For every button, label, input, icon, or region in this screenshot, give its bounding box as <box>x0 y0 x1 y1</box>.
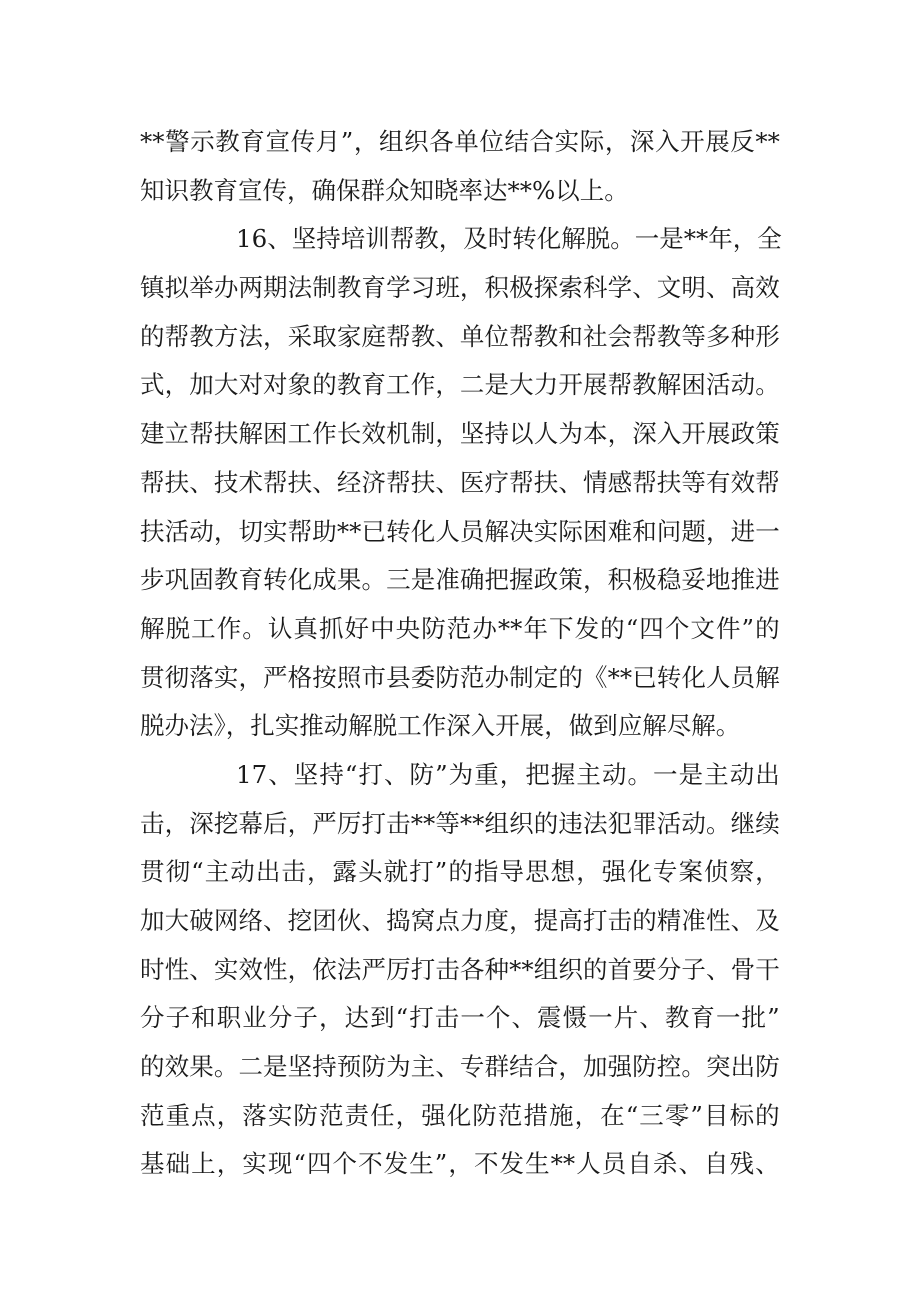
text-line: 帮 扶 、 技 术 帮 扶 、 经 济 帮 扶 、 医 疗 帮 扶 、 情 感 帮 扶 等 有 效 帮 <box>140 467 780 497</box>
text-line: 时 性 、 实 效 性 ， 依 法 严 厉 打 击 各 种 ** 组 织 的 首 要 分 子 、 骨 干 <box>140 954 780 984</box>
text-line: 扶 活 动 ， 切 实 帮 助 ** 已 转 化 人 员 解 决 实 际 困 难 和 问 题 ， 进 一 <box>140 516 780 546</box>
text-line: 16 、 坚 持 培 训 帮 教 ， 及 时 转 化 解 脱 。 一 是 ** 年 ， 全 <box>236 224 782 254</box>
text-line: 分 子 和 职 业 分 子 ， 达 到 “ 打 击 一 个 、 震 慑 一 片 、 教 育 一 批 ” <box>140 1003 780 1033</box>
text-line: 知识教育宣传，确保群众知晓率达**%以上。 <box>140 175 629 205</box>
text-line: 解 脱 工 作 。 认 真 抓 好 中 央 防 范 办 ** 年 下 发 的 “ 四 个 文 件 ” 的 <box>140 613 780 643</box>
text-line: ** 警 示 教 育 宣 传 月 ” ， 组 织 各 单 位 结 合 实 际 ， 深 入 开 展 反 ** <box>140 127 780 156</box>
text-line: 建 立 帮 扶 解 困 工 作 长 效 机 制 ， 坚 持 以 人 为 本 ， 深 入 开 展 政 策 <box>140 419 780 449</box>
text-line: 17 、 坚 持 “ 打 、 防 ” 为 重 ， 把 握 主 动 。 一 是 主 动 出 <box>236 759 780 789</box>
text-line: 脱办法》，扎实推动解脱工作深入开展，做到应解尽解。 <box>140 711 741 741</box>
text-line: 步 巩 固 教 育 转 化 成 果 。 三 是 准 确 把 握 政 策 ， 积 极 稳 妥 地 推 进 <box>140 565 780 595</box>
text-line: 的 效 果 。 二 是 坚 持 预 防 为 主 、 专 群 结 合 ， 加 强 防 控 。 突 出 防 <box>140 1052 780 1082</box>
text-line: 贯 彻 “ 主 动 出 击 ， 露 头 就 打 ” 的 指 导 思 想 ， 强 化 专 案 侦 察 ， <box>140 857 780 887</box>
text-line: 式 ， 加 大 对 对 象 的 教 育 工 作 ， 二 是 大 力 开 展 帮 教 解 困 活 动 。 <box>140 370 780 400</box>
text-line: 范 重 点 ， 落 实 防 范 责 任 ， 强 化 防 范 措 施 ， 在 “ 三 零 ” 目 标 的 <box>140 1100 780 1130</box>
text-line: 镇 拟 举 办 两 期 法 制 教 育 学 习 班 ， 积 极 探 索 科 学 、 文 明 、 高 效 <box>140 273 780 303</box>
document-body <box>140 118 780 1189</box>
text-line: 加 大 破 网 络 、 挖 团 伙 、 捣 窝 点 力 度 ， 提 高 打 击 的 精 准 性 、 及 <box>140 906 780 935</box>
text-line: 贯 彻 落 实 ， 严 格 按 照 市 县 委 防 范 办 制 定 的 《 ** 已 转 化 人 员 解 <box>140 662 780 692</box>
text-line: 基 础 上 ， 实 现 “ 四 个 不 发 生 ” ， 不 发 生 ** 人 员 自 杀 、 自 残 、 <box>140 1149 780 1179</box>
text-line: 击 ， 深 挖 幕 后 ， 严 厉 打 击 ** 等 ** 组 织 的 违 法 犯 罪 活 动 。 继 续 <box>140 808 780 838</box>
text-line: 的 帮 教 方 法 ， 采 取 家 庭 帮 教 、 单 位 帮 教 和 社 会 帮 教 等 多 种 形 <box>140 321 780 351</box>
